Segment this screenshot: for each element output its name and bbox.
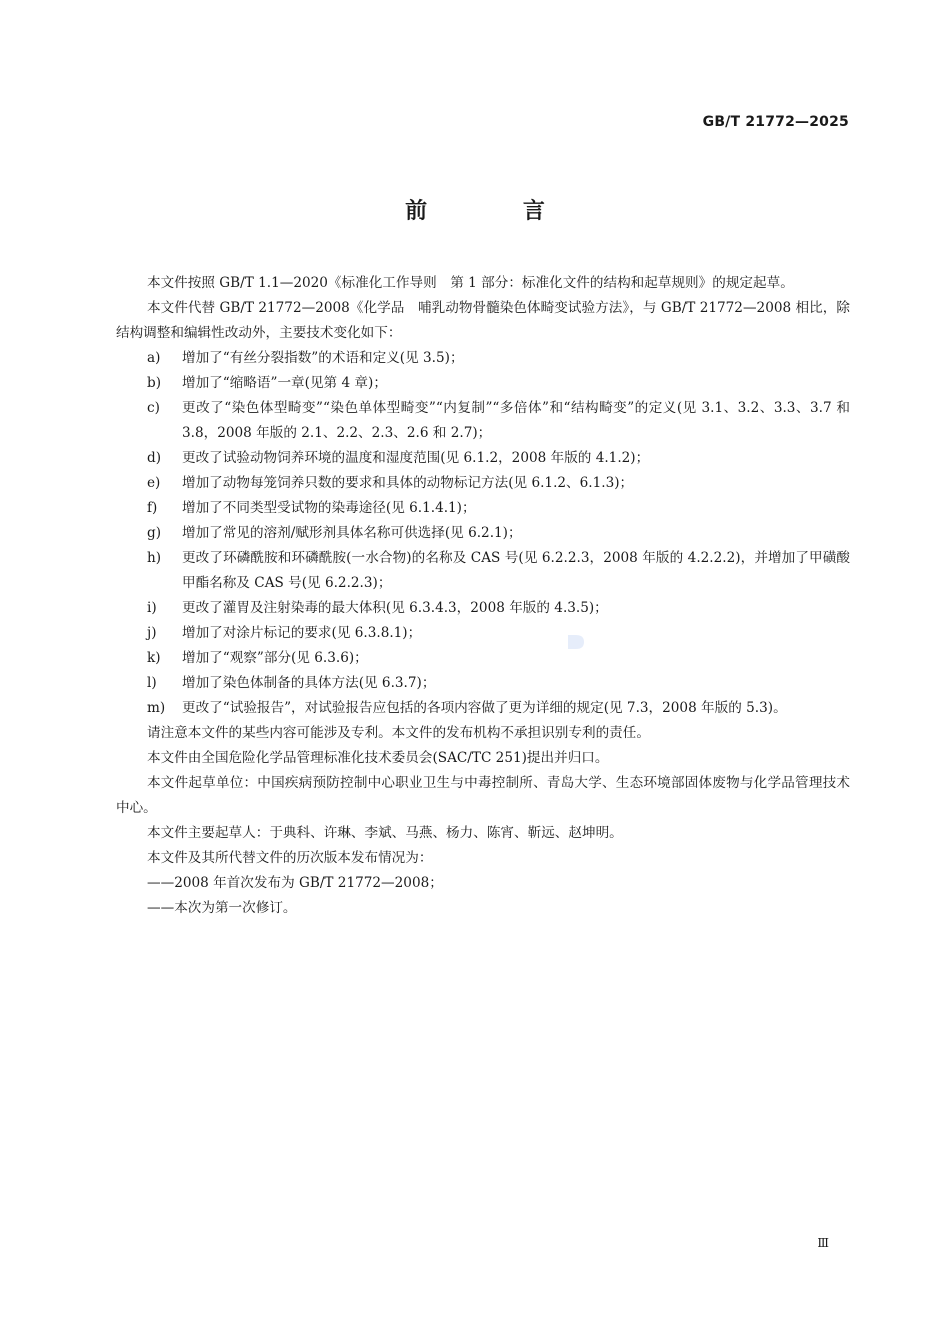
main-drafters: 本文件主要起草人：于典科、许琳、李斌、马燕、杨力、陈宵、靳远、赵坤明。: [147, 825, 623, 841]
list-item-marker: i): [147, 600, 157, 616]
list-item-text: 增加了“观察”部分(见 6.3.6)；: [182, 650, 368, 666]
list-item-marker: m): [147, 700, 166, 716]
standard-number-header: GB/T 21772—2025: [702, 114, 849, 130]
list-item-marker: f): [147, 500, 158, 516]
list-item-marker: k): [147, 650, 161, 666]
list-item-marker: h): [147, 550, 162, 566]
list-item-marker: e): [147, 475, 161, 491]
version-history-item: ——2008 年首次发布为 GB/T 21772—2008；: [147, 875, 443, 891]
page-number: Ⅲ: [817, 1236, 829, 1250]
list-item-marker: g): [147, 525, 162, 541]
list-item-text: 更改了试验动物饲养环境的温度和湿度范围(见 6.1.2，2008 年版的 4.1.2)；: [182, 450, 650, 466]
list-item: [116, 596, 850, 621]
list-item-text: 更改了“试验报告”，对试验报告应包括的各项内容做了更为详细的规定(见 7.3，2008 年版的 5.3)。: [182, 700, 787, 716]
list-item-text: 更改了环磷酰胺和环磷酰胺(一水合物)的名称及 CAS 号(见 6.2.2.3，2008 年版的 4.2.2.2)，并增加了甲磺酸甲酯名称及 CAS 号(见 6.2.2.3)；: [182, 550, 850, 591]
list-item: [116, 346, 850, 371]
list-item: [116, 621, 850, 646]
drafting-units: 本文件起草单位：中国疾病预防控制中心职业卫生与中毒控制所、青岛大学、生态环境部固体废物与化学品管理技术中心。: [116, 775, 850, 816]
page-title: 前 言: [405, 199, 589, 224]
technical-changes-list: [116, 346, 850, 721]
list-item-marker: b): [147, 375, 162, 391]
intro-paragraph-drafting-rules: 本文件按照 GB/T 1.1—2020《标准化工作导则 第 1 部分：标准化文件的结构和起草规则》的规定起草。: [147, 275, 794, 291]
list-item-text: 增加了常见的溶剂/赋形剂具体名称可供选择(见 6.2.1)；: [182, 525, 522, 541]
list-item: [116, 546, 850, 596]
list-item-marker: l): [147, 675, 157, 691]
list-item-text: 增加了对涂片标记的要求(见 6.3.8.1)；: [182, 625, 422, 641]
proposing-committee: 本文件由全国危险化学品管理标准化技术委员会(SAC/TC 251)提出并归口。: [147, 750, 609, 766]
list-item-text: 增加了“缩略语”一章(见第 4 章)；: [182, 375, 387, 391]
list-item: [116, 446, 850, 471]
list-item-marker: a): [147, 350, 161, 366]
list-item-text: 更改了灌胃及注射染毒的最大体积(见 6.3.4.3，2008 年版的 4.3.5)；: [182, 600, 608, 616]
list-item-text: 增加了不同类型受试物的染毒途径(见 6.1.4.1)；: [182, 500, 476, 516]
list-item: [116, 496, 850, 521]
patent-notice: 请注意本文件的某些内容可能涉及专利。本文件的发布机构不承担识别专利的责任。: [147, 725, 650, 741]
list-item-marker: j): [147, 625, 157, 641]
list-item: [116, 646, 850, 671]
list-item: [116, 471, 850, 496]
list-item-text: 增加了动物每笼饲养只数的要求和具体的动物标记方法(见 6.1.2、6.1.3)；: [182, 475, 634, 491]
list-item: [116, 671, 850, 696]
list-item: [116, 371, 850, 396]
watermark-logo-icon: [566, 632, 586, 652]
intro-paragraph-replacement: 本文件代替 GB/T 21772—2008《化学品 哺乳动物骨髓染色体畸变试验方法》，与 GB/T 21772—2008 相比，除结构调整和编辑性改动外，主要技术变化如下：: [116, 300, 850, 341]
version-history-item: ——本次为第一次修订。: [147, 900, 297, 916]
list-item-text: 增加了染色体制备的具体方法(见 6.3.7)；: [182, 675, 436, 691]
list-item-text: 增加了“有丝分裂指数”的术语和定义(见 3.5)；: [182, 350, 464, 366]
version-history-intro: 本文件及其所代替文件的历次版本发布情况为：: [147, 850, 433, 866]
list-item: [116, 396, 850, 446]
list-item: [116, 521, 850, 546]
list-item-text: 更改了“染色体型畸变”“染色单体型畸变”“内复制”“多倍体”和“结构畸变”的定义(见 3.1、3.2、3.3、3.7 和 3.8，2008 年版的 2.1、2.2、2.3、2.6 和 2.7)；: [182, 400, 850, 441]
foreword-body: [116, 271, 850, 921]
list-item-marker: d): [147, 450, 162, 466]
list-item: [116, 696, 850, 721]
watermark-shape: [568, 635, 584, 649]
list-item-marker: c): [147, 400, 160, 416]
